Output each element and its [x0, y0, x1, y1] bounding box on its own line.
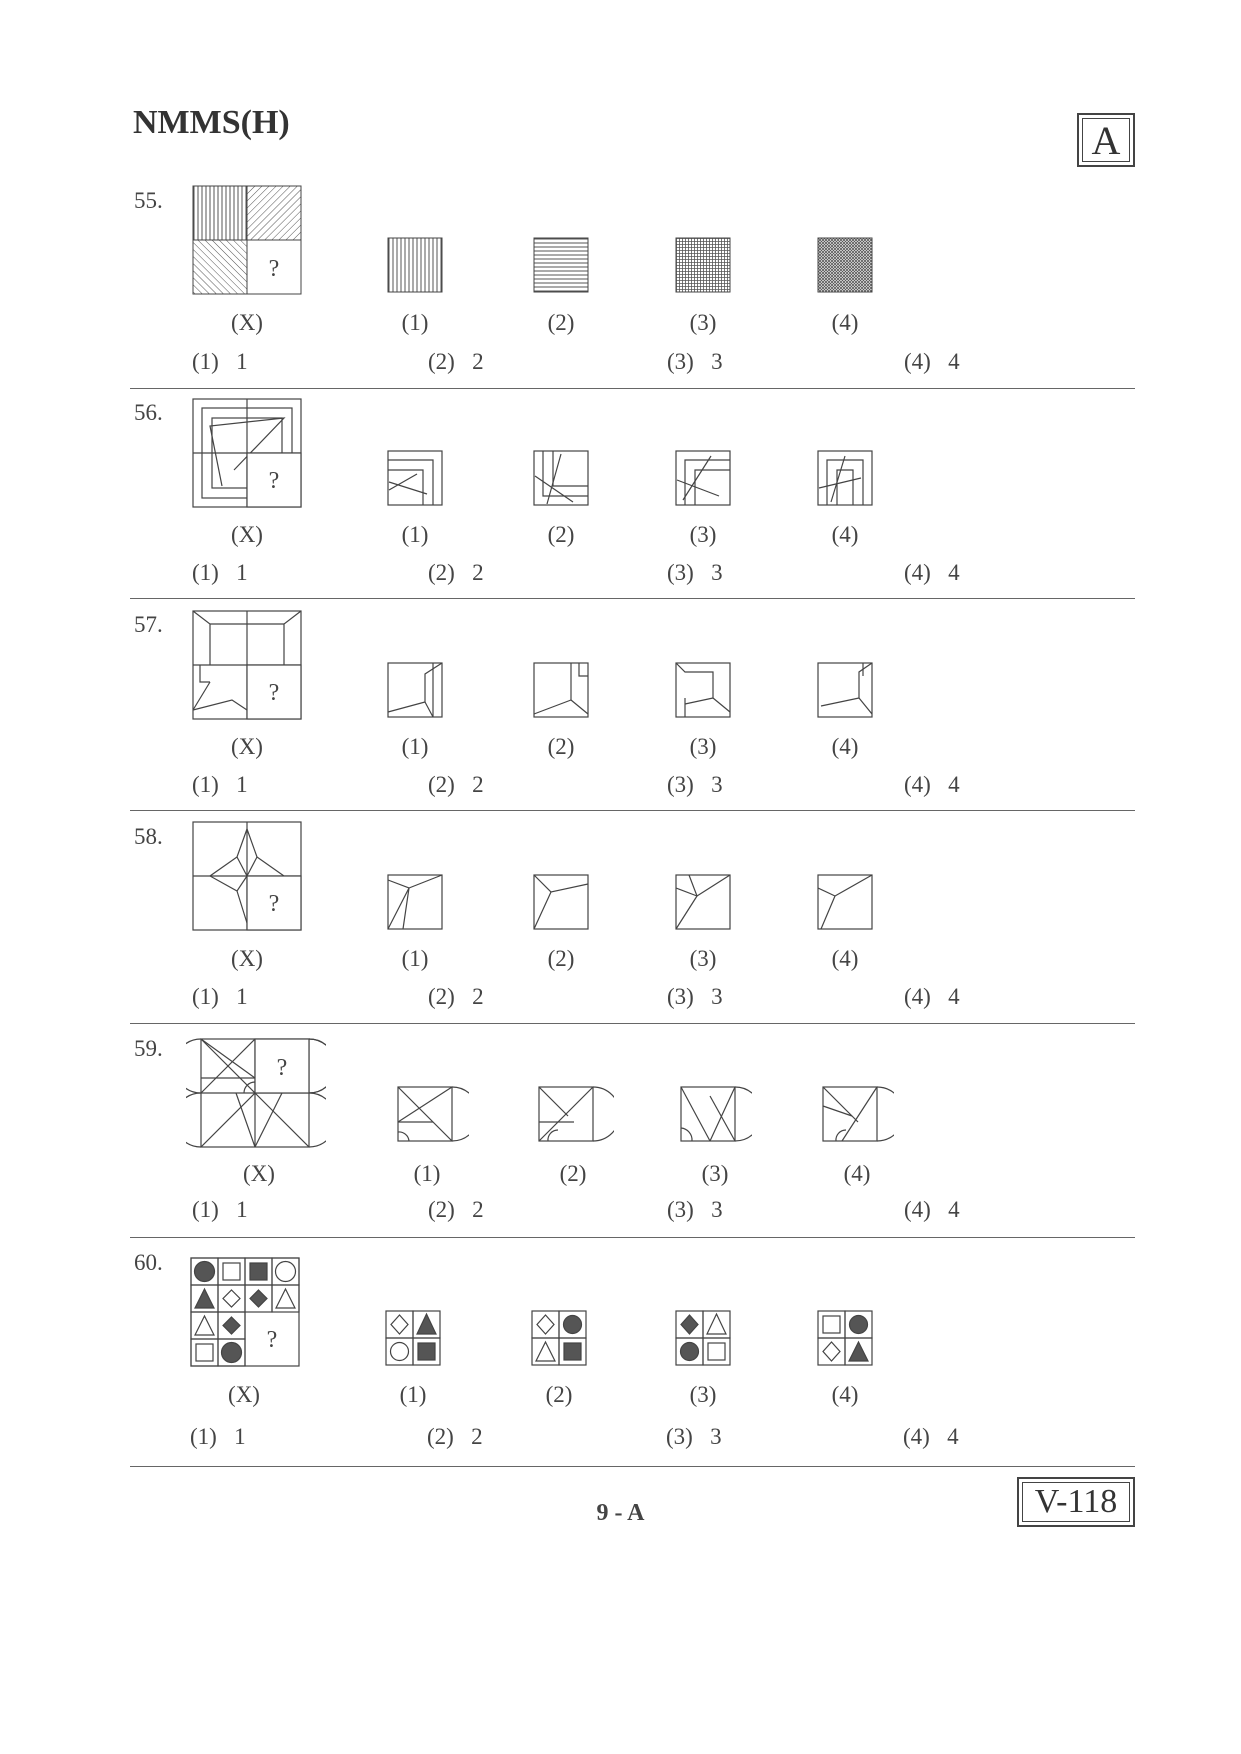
- label-1: (1): [413, 1161, 441, 1186]
- answer-figure-2[interactable]: [533, 450, 589, 506]
- answer-figure-4[interactable]: [817, 874, 873, 930]
- answer-figure-2[interactable]: [531, 1310, 587, 1366]
- label-4: (4): [831, 734, 859, 759]
- answer-figure-2[interactable]: [533, 874, 589, 930]
- answer-figure-1[interactable]: [387, 450, 443, 506]
- problem-figure: [192, 185, 302, 295]
- label-1: (1): [401, 734, 429, 759]
- option-3[interactable]: (3) 3: [667, 560, 723, 585]
- label-4: (4): [831, 310, 859, 335]
- answer-figure-3[interactable]: [675, 450, 731, 506]
- label-2: (2): [547, 946, 575, 971]
- page-title: NMMS(H): [133, 104, 290, 141]
- booklet-code: V-118: [1022, 1482, 1130, 1522]
- answer-figure-1[interactable]: [387, 237, 443, 293]
- label-3: (3): [689, 946, 717, 971]
- set-code: A: [1082, 118, 1130, 162]
- question-57: [0, 604, 1241, 814]
- label-3: (3): [689, 310, 717, 335]
- problem-figure: [186, 1033, 326, 1153]
- svg-text:?: ?: [268, 891, 280, 917]
- label-2: (2): [559, 1161, 587, 1186]
- answer-figure-1[interactable]: [387, 662, 443, 718]
- svg-text:?: ?: [268, 256, 280, 282]
- label-2: (2): [547, 310, 575, 335]
- answer-figure-2[interactable]: [533, 662, 589, 718]
- answer-figure-2[interactable]: [538, 1086, 614, 1142]
- question-number: 59.: [134, 1036, 163, 1061]
- label-3: (3): [689, 522, 717, 547]
- problem-figure: [192, 821, 302, 931]
- option-2[interactable]: (2) 2: [428, 560, 484, 585]
- answer-figure-4[interactable]: [817, 450, 873, 506]
- answer-figure-4[interactable]: [817, 1310, 873, 1366]
- label-2: (2): [547, 522, 575, 547]
- label-x: (X): [231, 946, 263, 971]
- option-3[interactable]: (3) 3: [666, 1424, 722, 1449]
- question-number: 56.: [134, 400, 163, 425]
- problem-figure: [190, 1257, 300, 1367]
- divider: [130, 388, 1135, 389]
- option-1[interactable]: (1) 1: [190, 1424, 246, 1449]
- answer-figure-1[interactable]: [385, 1310, 441, 1366]
- divider: [130, 810, 1135, 811]
- option-1[interactable]: (1) 1: [192, 984, 248, 1009]
- label-1: (1): [401, 946, 429, 971]
- option-1[interactable]: (1) 1: [192, 560, 248, 585]
- svg-text:?: ?: [268, 680, 280, 706]
- option-3[interactable]: (3) 3: [667, 349, 723, 374]
- answer-figure-4[interactable]: [817, 237, 873, 293]
- option-3[interactable]: (3) 3: [667, 1197, 723, 1222]
- label-1: (1): [401, 522, 429, 547]
- option-4[interactable]: (4) 4: [904, 349, 960, 374]
- answer-figure-3[interactable]: [675, 662, 731, 718]
- label-x: (X): [228, 1382, 260, 1407]
- option-2[interactable]: (2) 2: [428, 984, 484, 1009]
- problem-figure: [192, 610, 302, 720]
- answer-figure-3[interactable]: [675, 874, 731, 930]
- answer-figure-3[interactable]: [675, 237, 731, 293]
- answer-figure-4[interactable]: [817, 662, 873, 718]
- question-number: 58.: [134, 824, 163, 849]
- label-4: (4): [831, 522, 859, 547]
- divider: [130, 1466, 1135, 1467]
- option-2[interactable]: (2) 2: [428, 349, 484, 374]
- question-number: 57.: [134, 612, 163, 637]
- answer-figure-1[interactable]: [387, 874, 443, 930]
- label-x: (X): [231, 522, 263, 547]
- answer-figure-2[interactable]: [533, 237, 589, 293]
- svg-text:?: ?: [276, 1055, 288, 1081]
- option-1[interactable]: (1) 1: [192, 772, 248, 797]
- svg-text:?: ?: [266, 1327, 278, 1353]
- label-x: (X): [243, 1161, 275, 1186]
- label-3: (3): [701, 1161, 729, 1186]
- option-4[interactable]: (4) 4: [903, 1424, 959, 1449]
- question-number: 55.: [134, 188, 163, 213]
- question-60: [0, 1242, 1241, 1452]
- question-59: [0, 1028, 1241, 1238]
- label-4: (4): [831, 946, 859, 971]
- label-x: (X): [231, 734, 263, 759]
- label-3: (3): [689, 1382, 717, 1407]
- option-2[interactable]: (2) 2: [428, 1197, 484, 1222]
- answer-figure-3[interactable]: [680, 1086, 752, 1142]
- problem-figure: [192, 398, 302, 508]
- question-58: [0, 816, 1241, 1026]
- option-4[interactable]: (4) 4: [904, 560, 960, 585]
- option-4[interactable]: (4) 4: [904, 772, 960, 797]
- label-2: (2): [545, 1382, 573, 1407]
- label-1: (1): [399, 1382, 427, 1407]
- question-56: [0, 392, 1241, 602]
- label-3: (3): [689, 734, 717, 759]
- label-4: (4): [831, 1382, 859, 1407]
- option-4[interactable]: (4) 4: [904, 984, 960, 1009]
- answer-figure-4[interactable]: [822, 1086, 894, 1142]
- option-2[interactable]: (2) 2: [428, 772, 484, 797]
- label-2: (2): [547, 734, 575, 759]
- option-1[interactable]: (1) 1: [192, 1197, 248, 1222]
- divider: [130, 1237, 1135, 1238]
- divider: [130, 598, 1135, 599]
- answer-figure-1[interactable]: [397, 1086, 469, 1142]
- set-code-box: [1077, 113, 1135, 167]
- question-55: [0, 180, 1241, 390]
- label-4: (4): [843, 1161, 871, 1186]
- option-2[interactable]: (2) 2: [427, 1424, 483, 1449]
- page-number: 9 - A: [596, 1500, 645, 1526]
- label-1: (1): [401, 310, 429, 335]
- option-1[interactable]: (1) 1: [192, 349, 248, 374]
- booklet-code-box: [1017, 1477, 1135, 1527]
- question-number: 60.: [134, 1250, 163, 1275]
- divider: [130, 1023, 1135, 1024]
- svg-text:?: ?: [268, 468, 280, 494]
- label-x: (X): [231, 310, 263, 335]
- option-3[interactable]: (3) 3: [667, 984, 723, 1009]
- option-3[interactable]: (3) 3: [667, 772, 723, 797]
- answer-figure-3[interactable]: [675, 1310, 731, 1366]
- option-4[interactable]: (4) 4: [904, 1197, 960, 1222]
